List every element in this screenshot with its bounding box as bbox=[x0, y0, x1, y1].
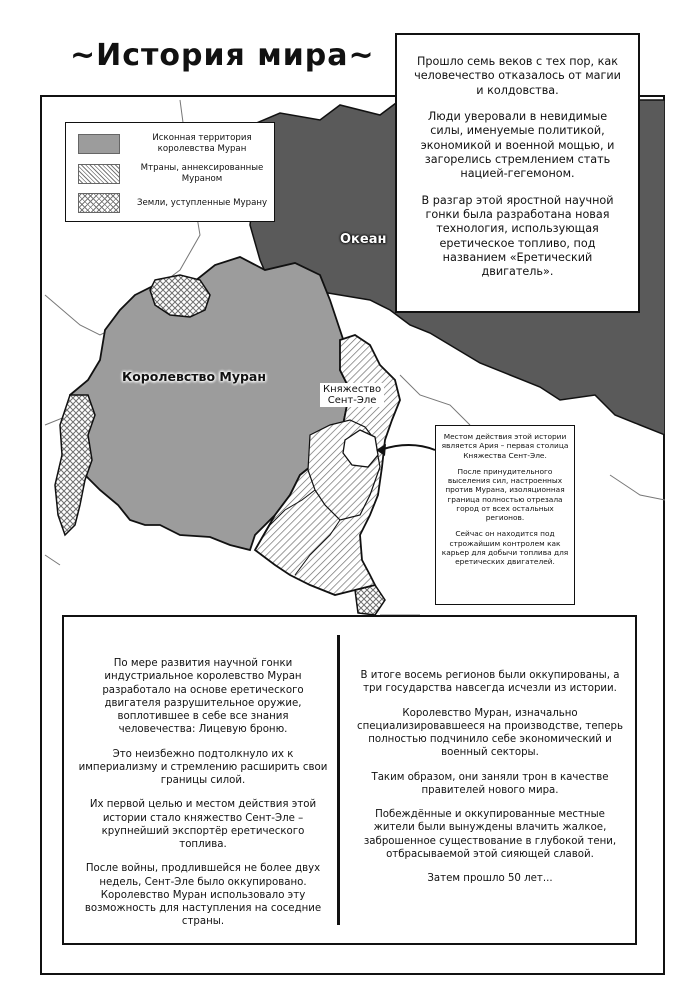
hatch-swatch-icon bbox=[78, 164, 120, 184]
note-paragraph: Сейчас он находится под строжайшим контролем как карьер для добычи топлива для еретических двигателей. bbox=[441, 529, 569, 566]
principality-label-line1: Княжество bbox=[323, 384, 382, 395]
intro-text-box bbox=[395, 33, 640, 313]
history-text-box bbox=[62, 615, 637, 945]
ceded-land-west bbox=[55, 395, 95, 535]
pointer-arrow bbox=[380, 445, 435, 450]
history-paragraph: После войны, продлившейся не более двух недель, Сент-Эле было оккупировано. Королевство Муран использовало эту возможность для наступления на соседние страны. bbox=[84, 863, 322, 928]
border-line bbox=[400, 375, 470, 425]
history-right-column bbox=[356, 669, 624, 896]
legend-item bbox=[78, 163, 272, 184]
history-left-column bbox=[78, 657, 328, 940]
border-line bbox=[45, 555, 60, 565]
history-paragraph: По мере развития научной гонки индустриальное королевство Муран разработало на основе еретического двигателя разрушительное оружие, воплотившее в себе все знания человечества: Лицевую броню. bbox=[102, 658, 304, 736]
kingdom-label: Королевство Муран bbox=[122, 369, 266, 384]
intro-paragraph: В разгар этой яростной научной гонки была разработана новая технология, использующая еретическое топливо, под названием «Еретический двигатель». bbox=[421, 193, 614, 279]
history-paragraph: В итоге восемь регионов были оккупированы, а три государства навсегда исчезли из истории. bbox=[360, 670, 620, 695]
solid-swatch-icon bbox=[78, 134, 120, 154]
note-paragraph: Местом действия этой истории является Ария – первая столица Княжества Сент-Эле. bbox=[441, 432, 569, 460]
history-paragraph: Королевство Муран, изначально специализировавшееся на производстве, теперь полностью подчинило себе экономический и военный секторы. bbox=[357, 707, 623, 759]
intro-paragraph: Люди уверовали в невидимые силы, именуемые политикой, экономикой и военной мощью, и загорелись стремлением стать нацией-гегемоном. bbox=[420, 109, 615, 181]
note-paragraph: После принудительного выселения сил, настроенных против Мурана, изоляционная граница полностью отрезала город от всех остальных регионов. bbox=[445, 466, 565, 522]
crosshatch-swatch-icon bbox=[78, 193, 120, 213]
aria-note-box bbox=[435, 425, 575, 605]
ocean-label: Океан bbox=[340, 232, 387, 247]
principality-label-line2: Сент-Эле bbox=[327, 395, 377, 406]
history-paragraph: Их первой целью и местом действия этой истории стало княжество Сент-Эле – крупнейший экспортёр еретического топлива. bbox=[89, 799, 317, 850]
map-legend bbox=[65, 122, 275, 222]
legend-label: Исконная территория королевства Муран bbox=[152, 133, 252, 154]
history-paragraph: Побеждённые и оккупированные местные жители были вынуждены влачить жалкое, заброшенное существование в глубокой тени, отбрасываемой этой сияющей славой. bbox=[363, 809, 617, 860]
page-title: ~История мира~ bbox=[70, 38, 375, 73]
column-divider bbox=[337, 635, 340, 925]
intro-paragraph: Прошло семь веков с тех пор, как человечество отказалось от магии и колдовства. bbox=[414, 55, 621, 97]
history-paragraph: Таким образом, они заняли трон в качестве правителей нового мира. bbox=[371, 771, 609, 796]
legend-item bbox=[78, 193, 272, 213]
legend-label: Мтраны, аннексированные Мураном bbox=[140, 163, 264, 184]
border-line bbox=[610, 475, 665, 500]
legend-item bbox=[78, 133, 272, 154]
legend-label: Земли, уступленные Мурану bbox=[136, 197, 268, 208]
history-paragraph: Затем прошло 50 лет... bbox=[427, 873, 553, 884]
principality-label bbox=[320, 383, 384, 407]
history-paragraph: Это неизбежно подтолкнуло их к империализму и стремлению расширить свои границы силой. bbox=[78, 748, 328, 786]
